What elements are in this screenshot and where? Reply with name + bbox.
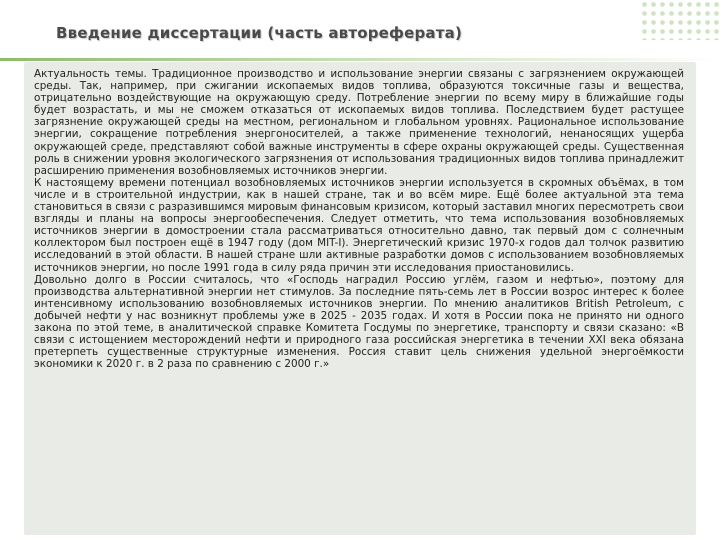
- title-divider: [0, 58, 720, 61]
- slide-title: Введение диссертации (часть автореферата): [56, 24, 463, 42]
- paragraph-current-state: К настоящему времени потенциал возобновляемых источников энергии используется в скромных объёмах, в том числе и в строительной индустрии, как в нашей стране, так и во всём мире. Ещё более актуальной эта тема становиться в связи с разразившимся мировым финансовым кризисом, который заставил многих пересмотреть свои взгляды и планы на вопросы энергообеспечения. Следует отметить, что тема использования возобновляемых источников энергии в домостроении стала рассматриваться относительно давно, так первый дом с солнечным коллектором был построен ещё в 1947 году (дом MIT-I). Энергетический кризис 1970-х годов дал толчок развитию исследований в этой области. В нашей стране шли активные разработки домов с использованием возобновляемых источников энергии, но после 1991 года в силу ряда причин эти исследования приостановились.: [34, 176, 684, 274]
- paragraph-russia: Довольно долго в России считалось, что «Господь наградил Россию углём, газом и нефтью», поэтому для производства альтернативной энергии нет стимулов. За последние пять-семь лет в России возрос интерес к более интенсивному использованию возобновляемых источников энергии. По мнению аналитиков British Petroleum, с добычей нефти у нас возникнут проблемы уже в 2025 - 2035 годах. И хотя в России пока не принято ни одного закона по этой теме, в аналитической справке Комитета Госдумы по энергетике, транспорту и связи сказано: «В связи с истощением месторождений нефти и природного газа российская энергетика в течении XXI века обязана претерпеть существенные структурные изменения. Россия ставит цель снижения удельной энергоёмкости экономики к 2020 г. в 2 раза по сравнению с 2000 г.»: [34, 273, 684, 371]
- body-text: [34, 68, 684, 370]
- title-band: [0, 14, 720, 58]
- paragraph-relevance: Актуальность темы. Традиционное производство и использование энергии связаны с загрязнением окружающей среды. Так, например, при сжигании ископаемых видов топлива, образуются токсичные газы и вещества, отрицательно воздействующие на окружающую среду. Потребление энергии по всему миру в ближайшие годы будет возрастать, и мы не сможем отказаться от ископаемых видов топлива. Последствием будет растущее загрязнение окружающей среды на местном, региональном и глобальном уровнях. Рациональное использование энергии, сокращение потребления энергоносителей, а также применение технологий, ненаносящих ущерба окружающей среде, представляют собой важные инструменты в сфере охраны окружающей среды. Существенная роль в снижении уровня экологического загрязнения от использования традиционных видов топлива принадлежит расширению применения возобновляемых источников энергии.: [34, 68, 684, 177]
